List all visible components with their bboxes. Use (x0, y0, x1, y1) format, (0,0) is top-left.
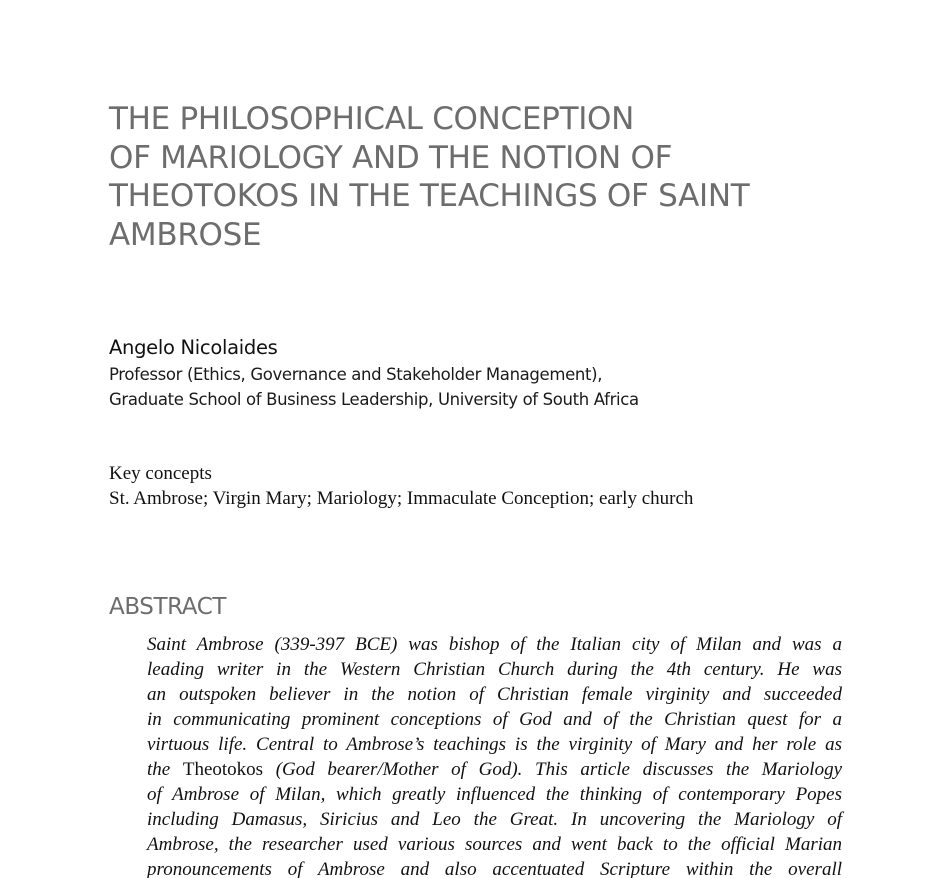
author-block (109, 334, 639, 412)
abstract-line: virtuous life. Central to Ambrose’s teachings is the virginity of Mary and her role as (147, 734, 842, 755)
abstract-text: (God bearer/Mother of God). This article discusses the Mariology (275, 759, 843, 780)
title-line: OF MARIOLOGY AND THE NOTION OF (109, 139, 673, 176)
abstract-body (147, 632, 842, 878)
theotokos-term: Theotokos (182, 759, 264, 780)
abstract-line: Saint Ambrose (339-397 BCE) was bishop of the Italian city of Milan and was a (147, 634, 842, 655)
abstract-heading: ABSTRACT (109, 594, 227, 620)
abstract-line: of Ambrose of Milan, which greatly influenced the thinking of contemporary Popes (147, 784, 842, 805)
title-line: AMBROSE (109, 216, 262, 253)
abstract-line: leading writer in the Western Christian Church during the 4th century. He was (147, 659, 842, 680)
abstract-line: including Damasus, Siricius and Leo the Great. In uncovering the Mariology of (147, 809, 842, 830)
paper-title (109, 100, 829, 254)
title-line: THE PHILOSOPHICAL CONCEPTION (109, 101, 635, 137)
abstract-line (147, 757, 842, 782)
author-affiliation-line: Graduate School of Business Leadership, University of South Africa (109, 390, 639, 409)
author-name: Angelo Nicolaides (109, 336, 278, 359)
abstract-text: the (147, 759, 171, 780)
key-concepts-list: St. Ambrose; Virgin Mary; Mariology; Immaculate Conception; early church (109, 488, 694, 509)
abstract-line: pronouncements of Ambrose and also accentuated Scripture within the overall (147, 859, 842, 878)
abstract-line: an outspoken believer in the notion of Christian female virginity and succeeded (147, 684, 842, 705)
abstract-line: Ambrose, the researcher used various sources and went back to the official Marian (147, 834, 842, 855)
key-concepts-heading: Key concepts (109, 463, 212, 484)
abstract-line: in communicating prominent conceptions of God and of the Christian quest for a (147, 709, 842, 730)
title-line: THEOTOKOS IN THE TEACHINGS OF SAINT (109, 178, 750, 214)
key-concepts (109, 461, 693, 511)
author-affiliation-line: Professor (Ethics, Governance and Stakeholder Management), (109, 365, 603, 384)
